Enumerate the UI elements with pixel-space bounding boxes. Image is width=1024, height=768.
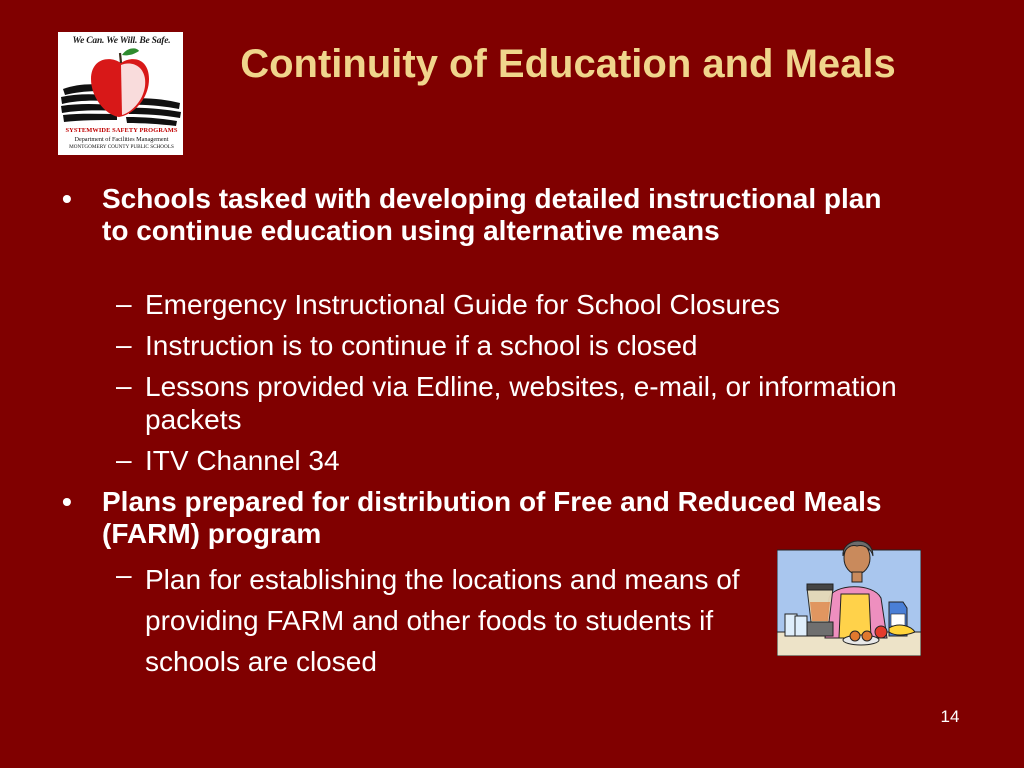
sub-bullet-marker: –	[116, 370, 132, 401]
sub-bullet-text: Instruction is to continue if a school is closed	[145, 330, 698, 361]
cook-clipart-icon	[777, 528, 921, 656]
bullet-text: Plans prepared for distribution of Free and Reduced Meals (FARM) program	[102, 486, 882, 549]
logo-motto: We Can. We Will. Be Safe.	[72, 36, 171, 46]
bullet-marker: •	[62, 183, 72, 214]
slide-title: Continuity of Education and Meals	[240, 42, 896, 86]
page-number: 14	[940, 707, 960, 726]
logo-district: MONTGOMERY COUNTY PUBLIC SCHOOLS	[69, 144, 174, 150]
sub-bullet-text: Emergency Instructional Guide for School Closures	[145, 289, 780, 320]
sub-bullet-marker: –	[116, 444, 132, 475]
sub-bullet-text: ITV Channel 34	[145, 445, 340, 476]
sub-bullet-marker: –	[116, 559, 132, 590]
sub-bullet-text: Lessons provided via Edline, websites, e-mail, or information packets	[145, 371, 897, 435]
sub-bullet-text: Plan for establishing the locations and means of providing FARM and other foods to students if schools are closed	[145, 564, 740, 677]
logo-org-name: SYSTEMWIDE SAFETY PROGRAMS	[65, 127, 178, 134]
sub-bullet-marker: –	[116, 288, 132, 319]
bullet-text: Schools tasked with developing detailed instructional plan to continue education using alternative means	[102, 183, 882, 246]
sub-bullet-marker: –	[116, 329, 132, 360]
bullet-marker: •	[62, 486, 72, 517]
logo-department: Department of Facilities Management	[74, 136, 169, 143]
